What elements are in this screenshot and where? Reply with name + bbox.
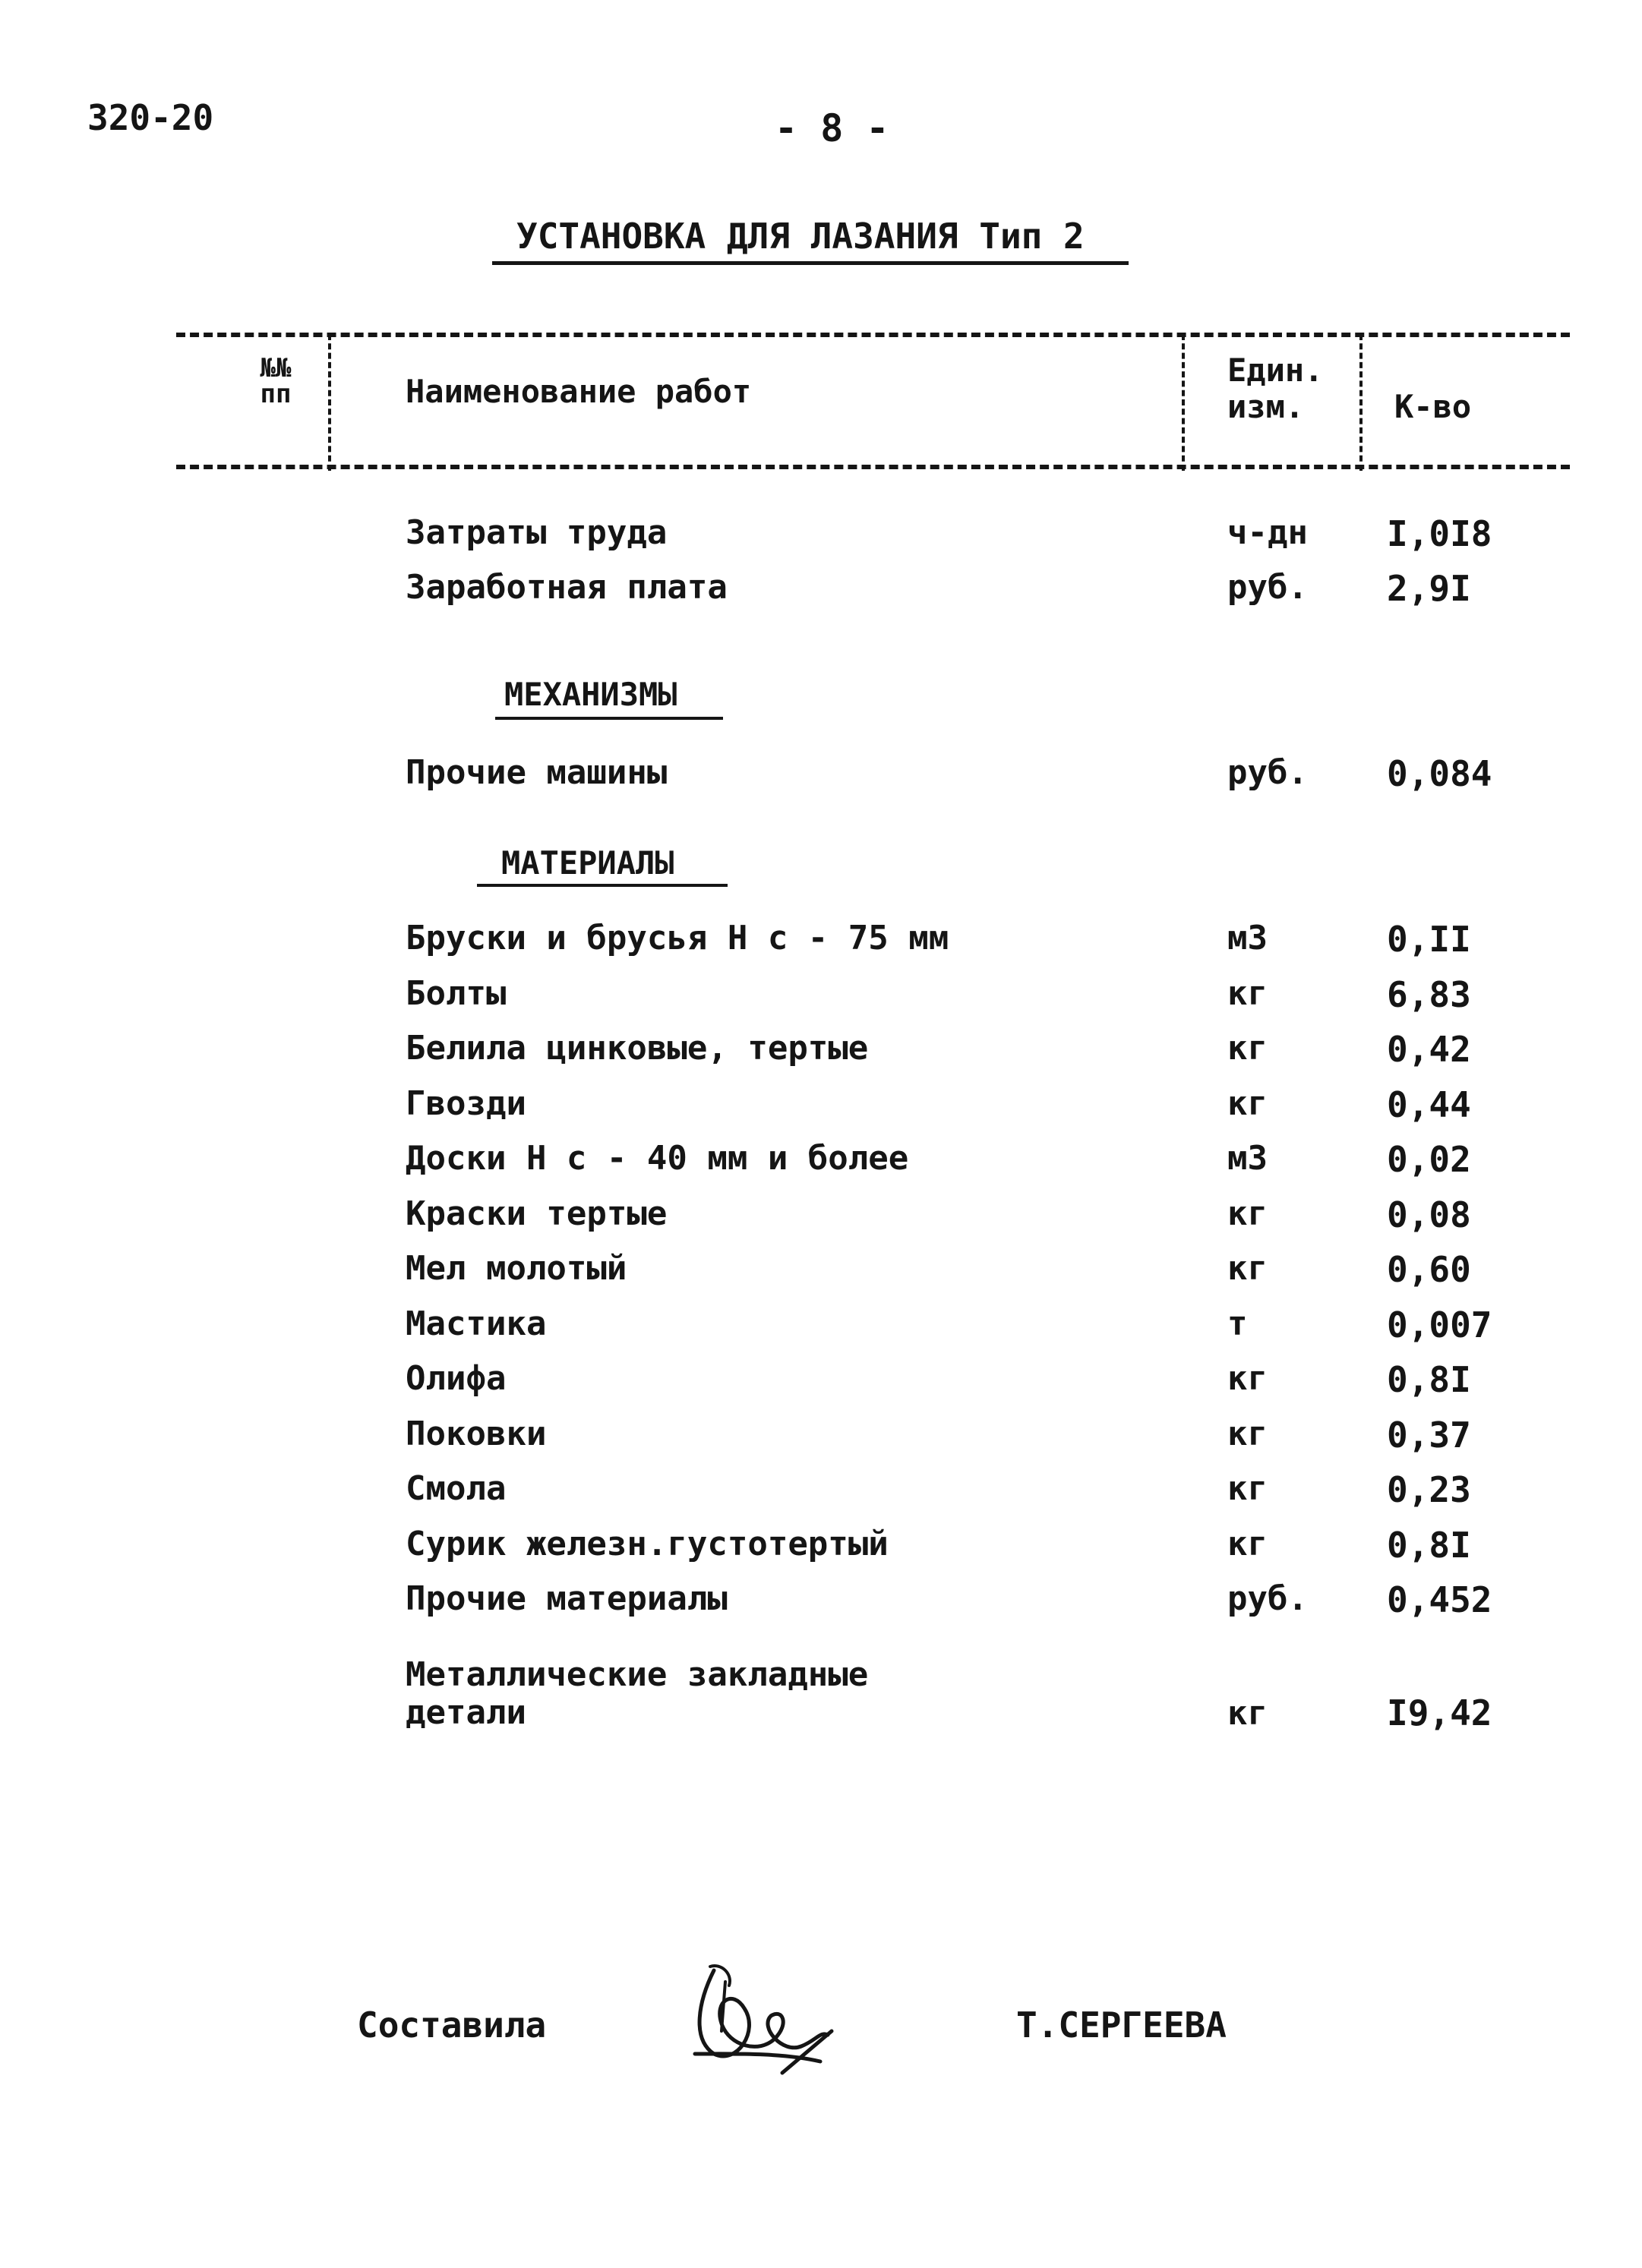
section-heading-mechanisms: МЕХАНИЗМЫ <box>504 676 677 713</box>
section-underline <box>477 884 728 887</box>
table-row <box>0 974 1642 1020</box>
table-row <box>0 1579 1642 1625</box>
section-heading-materials: МАТЕРИАЛЫ <box>501 844 674 882</box>
row-unit: руб. <box>1227 1579 1308 1618</box>
row-qty: 0,42 <box>1387 1029 1471 1070</box>
row-unit: т <box>1227 1304 1248 1343</box>
row-name: Мастика <box>406 1304 547 1343</box>
compiled-by-label: Составила <box>357 2005 547 2046</box>
row-qty: 2,9I <box>1387 568 1471 609</box>
handwritten-signature <box>668 1940 851 2084</box>
table-row <box>0 1415 1642 1460</box>
row-unit: кг <box>1227 1525 1268 1563</box>
row-unit: руб. <box>1227 568 1308 607</box>
table-row <box>0 1139 1642 1184</box>
row-unit: кг <box>1227 1029 1268 1068</box>
row-qty: I,0I8 <box>1387 513 1492 554</box>
row-name: Металлические закладные детали <box>406 1655 869 1732</box>
table-row <box>0 1249 1642 1295</box>
row-unit: кг <box>1227 1469 1268 1508</box>
row-name: Доски Н с - 40 мм и более <box>406 1139 909 1178</box>
row-name: Гвозди <box>406 1084 526 1123</box>
row-name: Белила цинковые, тертые <box>406 1029 869 1068</box>
row-qty: 6,83 <box>1387 974 1471 1015</box>
column-divider <box>1359 334 1363 471</box>
row-unit: кг <box>1227 1084 1268 1123</box>
table-row <box>0 919 1642 964</box>
header-num: №№ пп <box>260 353 292 409</box>
row-qty: 0,084 <box>1387 753 1492 794</box>
row-unit: м3 <box>1227 1139 1268 1178</box>
table-row <box>0 568 1642 614</box>
row-unit: м3 <box>1227 919 1268 957</box>
document-code: 320-20 <box>87 97 214 138</box>
table-row <box>0 1469 1642 1515</box>
page-title: УСТАНОВКА ДЛЯ ЛАЗАНИЯ Тип 2 <box>516 216 1085 257</box>
table-row <box>0 1084 1642 1130</box>
row-name: Сурик железн.густотертый <box>406 1525 889 1563</box>
row-qty: 0,02 <box>1387 1139 1471 1180</box>
column-divider <box>328 334 331 471</box>
row-qty: 0,8I <box>1387 1359 1471 1400</box>
row-qty: 0,452 <box>1387 1579 1492 1620</box>
row-name: Заработная плата <box>406 568 728 607</box>
row-qty: 0,23 <box>1387 1469 1471 1510</box>
row-name: Бруски и брусья Н с - 75 мм <box>406 919 949 957</box>
table-row <box>0 753 1642 799</box>
row-unit: руб. <box>1227 753 1308 792</box>
row-name: Мел молотый <box>406 1249 627 1288</box>
header-qty: К-во <box>1394 388 1472 425</box>
table-row <box>0 1655 1642 1733</box>
row-unit: кг <box>1227 1694 1268 1733</box>
table-row <box>0 1304 1642 1350</box>
header-name: Наименование работ <box>406 373 752 410</box>
row-qty: 0,44 <box>1387 1084 1471 1125</box>
row-unit: кг <box>1227 1359 1268 1398</box>
row-name: Поковки <box>406 1415 547 1453</box>
table-row <box>0 1194 1642 1240</box>
row-name: Прочие материалы <box>406 1579 728 1618</box>
row-name: Краски тертые <box>406 1194 668 1233</box>
row-name: Затраты труда <box>406 513 668 552</box>
row-qty: I9,42 <box>1387 1692 1492 1733</box>
header-unit: Един. изм. <box>1227 352 1324 425</box>
row-name: Олифа <box>406 1359 507 1398</box>
row-qty: 0,II <box>1387 919 1471 960</box>
row-unit: кг <box>1227 1249 1268 1288</box>
row-unit: кг <box>1227 1194 1268 1233</box>
row-unit: ч-дн <box>1227 513 1308 552</box>
row-name: Прочие машины <box>406 753 668 792</box>
row-qty: 0,60 <box>1387 1249 1471 1290</box>
row-qty: 0,8I <box>1387 1525 1471 1566</box>
table-row <box>0 1525 1642 1570</box>
row-qty: 0,37 <box>1387 1415 1471 1456</box>
row-unit: кг <box>1227 1415 1268 1453</box>
row-qty: 0,08 <box>1387 1194 1471 1235</box>
row-qty: 0,007 <box>1387 1304 1492 1345</box>
compiler-name: Т.СЕРГЕЕВА <box>1016 2005 1227 2046</box>
row-name: Смола <box>406 1469 507 1508</box>
table-row <box>0 513 1642 559</box>
title-underline <box>492 261 1129 265</box>
section-underline <box>495 717 723 720</box>
column-divider <box>1182 334 1185 471</box>
page-number: - 8 - <box>775 106 889 150</box>
row-name: Болты <box>406 974 507 1013</box>
row-unit: кг <box>1227 974 1268 1013</box>
table-row <box>0 1029 1642 1074</box>
table-row <box>0 1359 1642 1405</box>
